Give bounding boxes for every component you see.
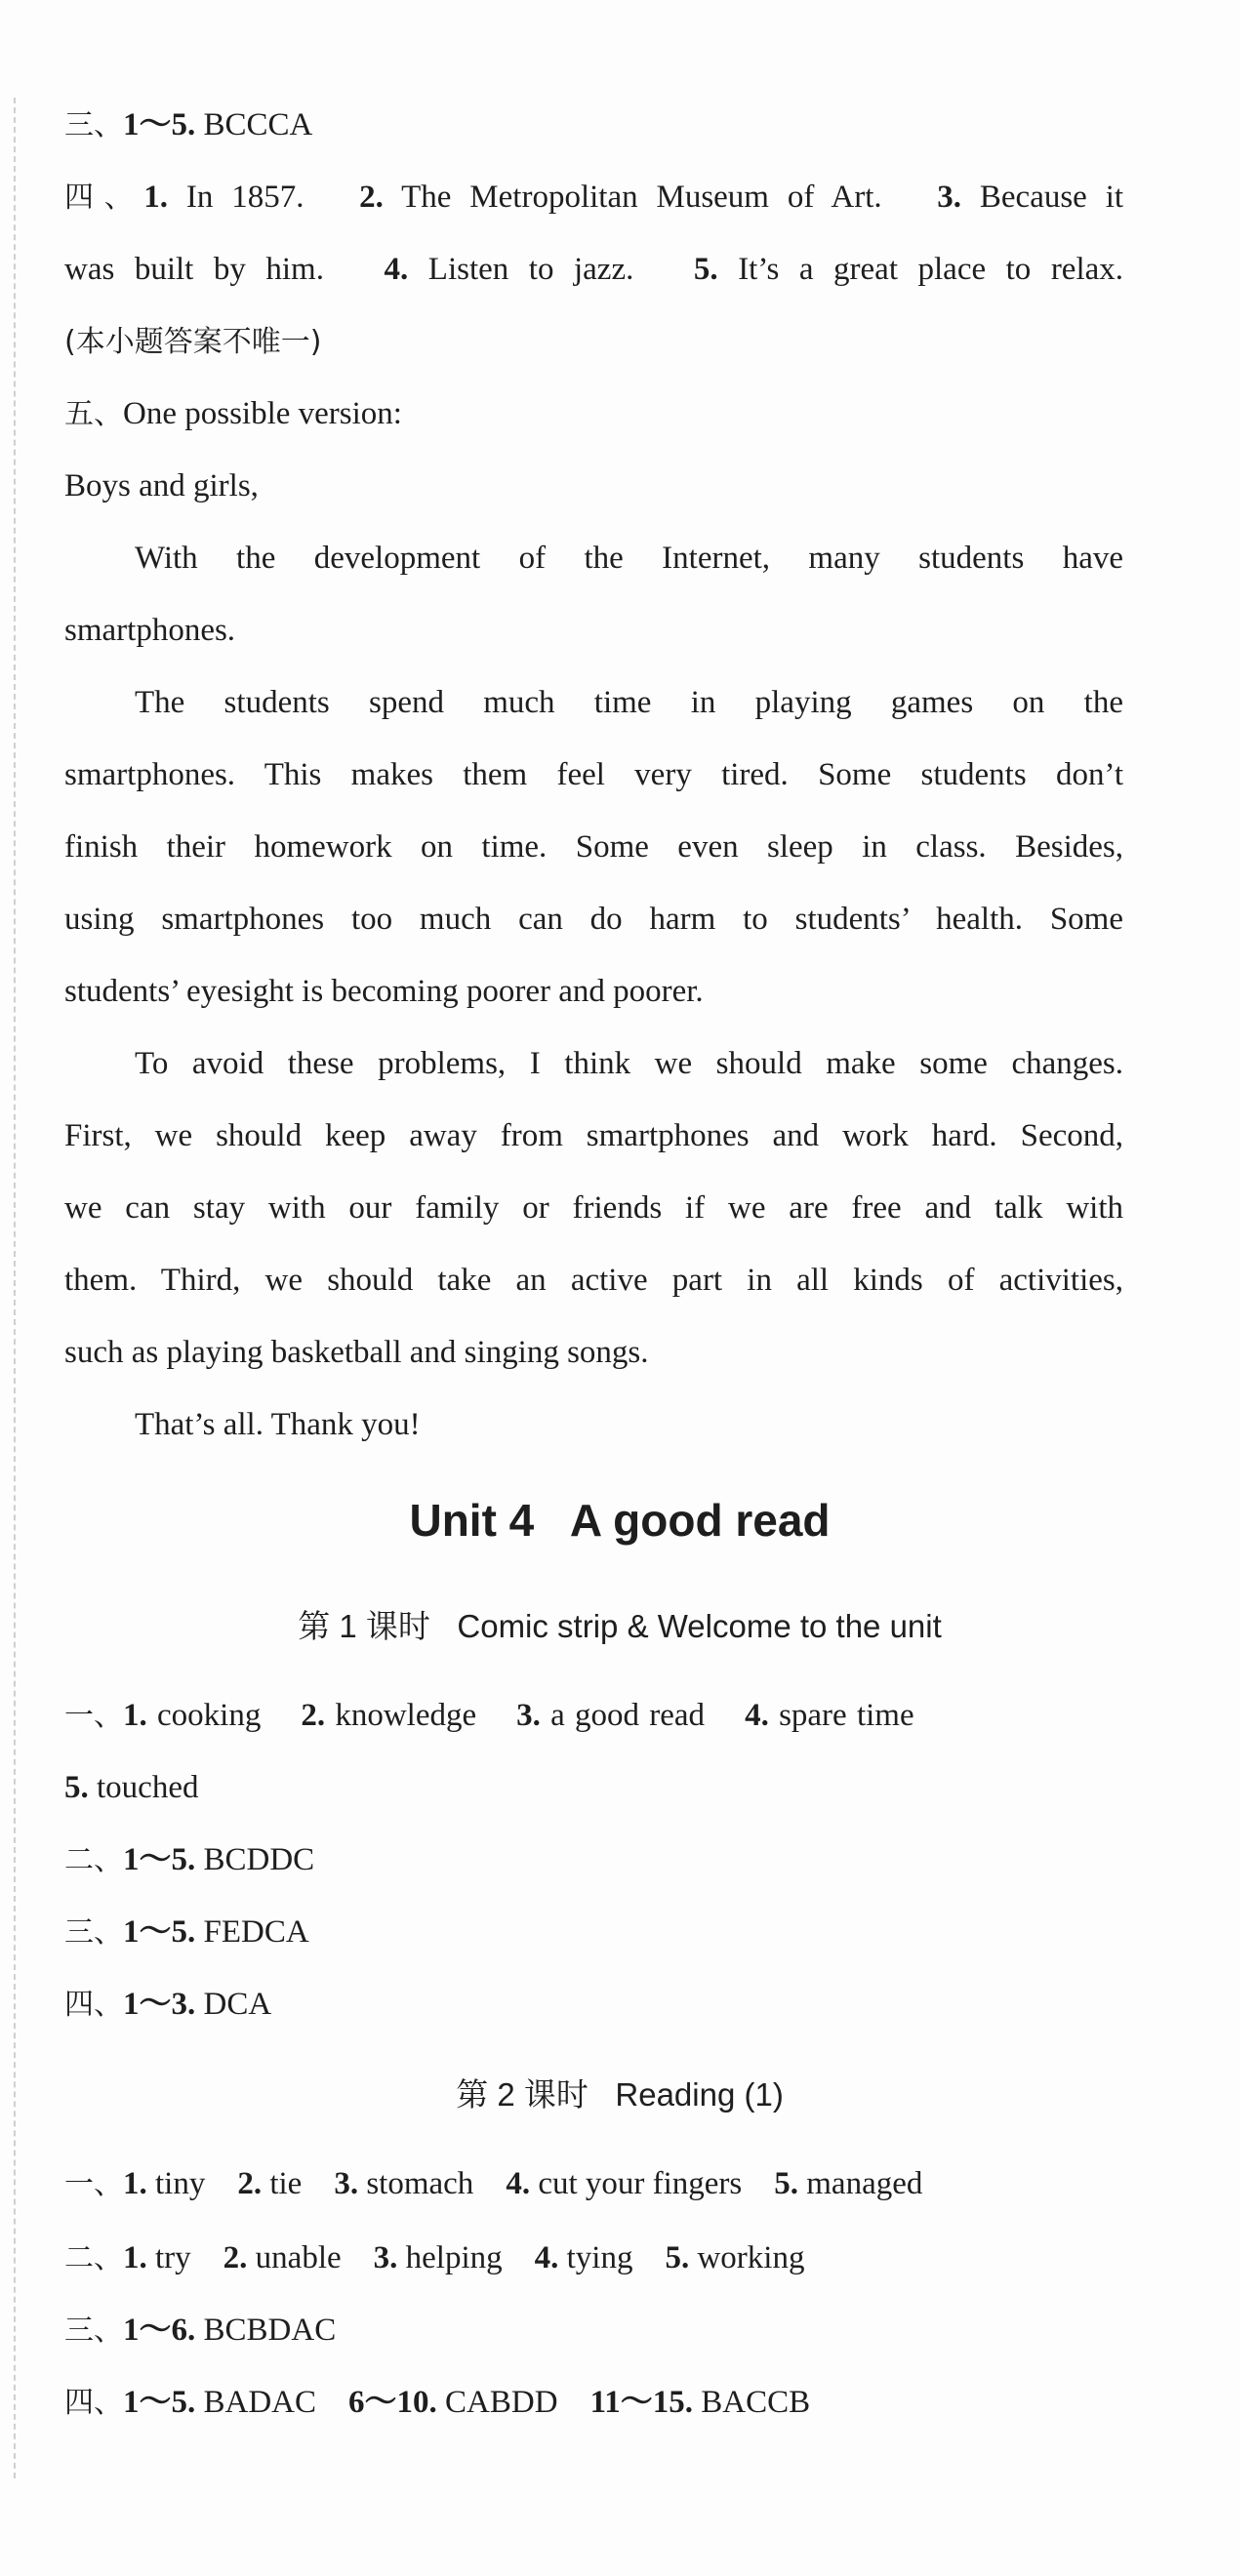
essay-salutation: Boys and girls, xyxy=(64,468,259,503)
essay-line: such as playing basketball and singing songs. xyxy=(64,1335,649,1370)
answer-line-4-part1: 四、1. In 1857. 2. The Metropolitan Museum of Art. 3. Because it xyxy=(64,180,1124,215)
answer-line-1: 一、1. tiny 2. tie 3. stomach 4. cut your fingers 5. managed xyxy=(64,2166,923,2201)
margin-dashed-rule xyxy=(14,98,16,2478)
essay-line: With the development of the Internet, many students have xyxy=(135,541,1123,576)
unit-heading: Unit 4 A good read xyxy=(409,1495,831,1546)
essay-line: students’ eyesight is becoming poorer and poorer. xyxy=(64,974,704,1009)
answer-line-1-part1: 一、1. cooking 2. knowledge 3. a good read 4. spare time xyxy=(64,1698,914,1733)
answer-line-2: 二、1～5. BCDDC xyxy=(64,1842,315,1877)
essay-line: them. Third, we should take an active part in all kinds of activities, xyxy=(64,1263,1123,1298)
essay-line: using smartphones too much can do harm to students’ health. Some xyxy=(64,902,1123,937)
essay-line: smartphones. xyxy=(64,613,236,648)
essay-line: finish their homework on time. Some even sleep in class. Besides, xyxy=(64,829,1123,865)
essay-line: The students spend much time in playing games on the xyxy=(135,685,1123,720)
answer-line-4: 四、1～3. DCA xyxy=(64,1987,272,2022)
essay-line: we can stay with our family or friends if we are free and talk with xyxy=(64,1190,1123,1226)
essay-line: smartphones. This makes them feel very tired. Some students don’t xyxy=(64,757,1123,792)
essay-line: To avoid these problems, I think we should make some changes. xyxy=(135,1046,1123,1081)
answer-note: (本小题答案不唯一) xyxy=(64,325,322,359)
lesson-2-title: 第 2 课时 Reading (1) xyxy=(456,2076,784,2113)
answer-line-4: 四、1～5. BADAC 6～10. CABDD 11～15. BACCB xyxy=(64,2385,811,2420)
answer-line-3-1-5: 三、1～5. BCCCA xyxy=(64,107,313,142)
answer-line-3: 三、1～6. BCBDAC xyxy=(64,2313,337,2348)
essay-closing: That’s all. Thank you! xyxy=(135,1407,421,1442)
answer-line-3: 三、1～5. FEDCA xyxy=(64,1914,309,1950)
answer-line-4-part2: was built by him. 4. Listen to jazz. 5. It’s a great place to relax. xyxy=(64,252,1124,287)
answer-line-2: 二、1. try 2. unable 3. helping 4. tying 5. working xyxy=(64,2240,805,2275)
answer-line-1-part2: 5. touched xyxy=(64,1770,199,1805)
lesson-1-title: 第 1 课时 Comic strip & Welcome to the unit xyxy=(298,1608,942,1644)
answer-line-5-intro: 五、One possible version: xyxy=(64,396,402,431)
essay-line: First, we should keep away from smartphones and work hard. Second, xyxy=(64,1118,1123,1153)
